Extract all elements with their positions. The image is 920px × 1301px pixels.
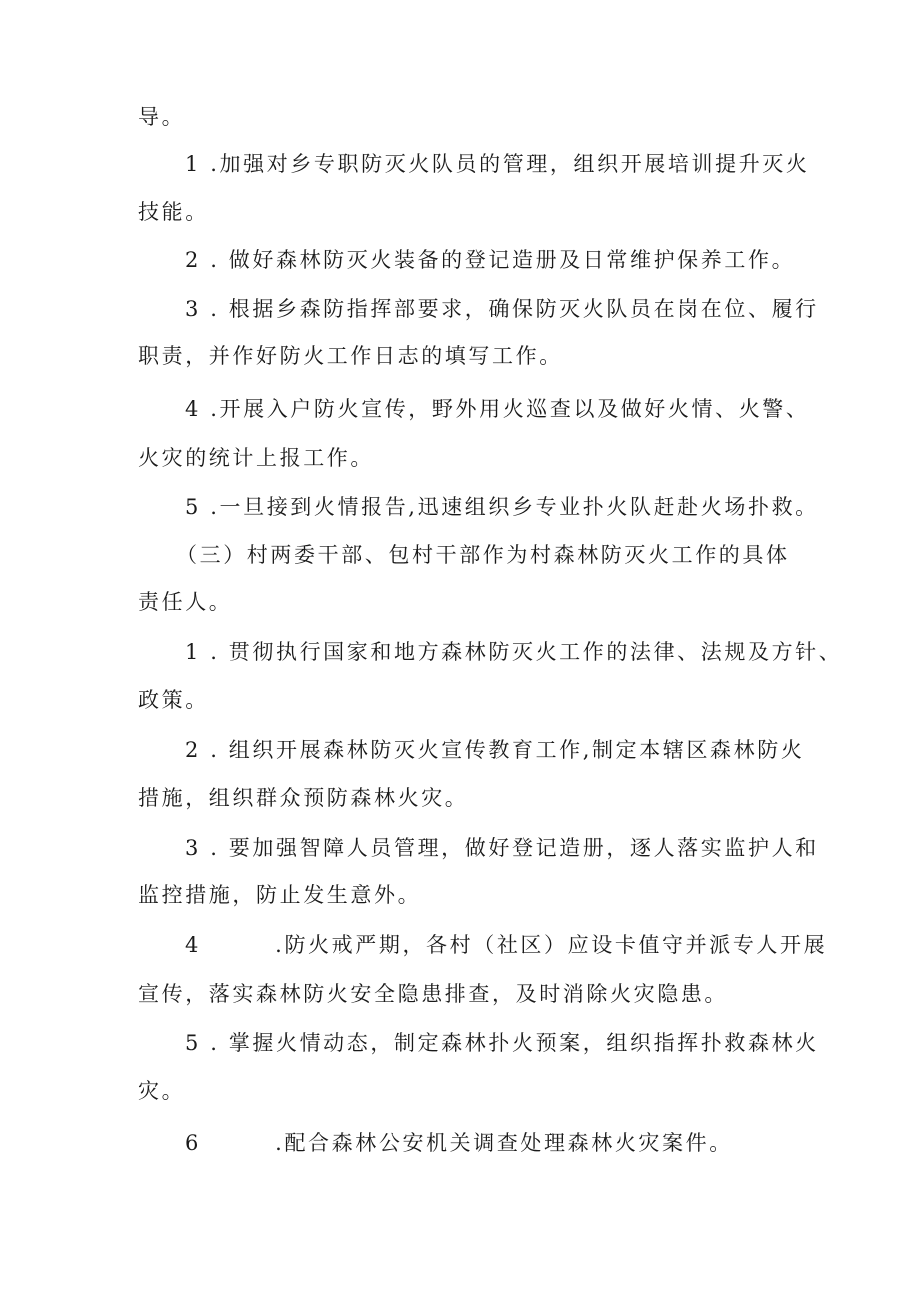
text-line: 政策。 — [138, 688, 209, 712]
text-line: 6 .配合森林公安机关调查处理森林火灾案件。 — [185, 1131, 733, 1155]
text-line: 5 .一旦接到火情报告,迅速组织乡专业扑火队赶赴火场扑救。 — [185, 495, 819, 519]
text-line: 1 .加强对乡专职防灭火队员的管理，组织开展培训提升灭火 — [185, 152, 810, 176]
text-line: 宣传，落实森林防火安全隐患排查，及时消除火灾隐患。 — [138, 982, 728, 1006]
text-line: 灾。 — [138, 1079, 186, 1103]
text-line: 4 .开展入户防火宣传，野外用火巡查以及做好火情、火警、 — [185, 397, 810, 421]
text-line: 责任人。 — [138, 590, 233, 614]
text-line: 火灾的统计上报工作。 — [138, 446, 374, 470]
text-line: 职责，并作好防火工作日志的填写工作。 — [138, 344, 563, 368]
text-line: 3 . 根据乡森防指挥部要求，确保防灭火队员在岗在位、履行 — [185, 297, 819, 321]
text-line: 导。 — [138, 105, 186, 129]
text-line: 5 . 掌握火情动态，制定森林扑火预案，组织指挥扑救森林火 — [185, 1031, 819, 1055]
text-line: （三）村两委干部、包村干部作为村森林防灭火工作的具体 — [176, 543, 790, 567]
text-line: 3 . 要加强智障人员管理，做好登记造册，逐人落实监护人和 — [185, 836, 819, 860]
text-line: 2 . 组织开展森林防灭火宣传教育工作,制定本辖区森林防火 — [185, 738, 805, 762]
text-line: 1 . 贯彻执行国家和地方森林防灭火工作的法律、法规及方针、 — [185, 640, 843, 664]
text-line: 措施，组织群众预防森林火灾。 — [138, 786, 469, 810]
text-line: 监控措施，防止发生意外。 — [138, 883, 422, 907]
text-line: 4 .防火戒严期，各村（社区）应设卡值守并派专人开展 — [185, 933, 828, 957]
text-line: 2 . 做好森林防灭火装备的登记造册及日常维护保养工作。 — [185, 248, 796, 272]
text-line: 技能。 — [138, 200, 209, 224]
